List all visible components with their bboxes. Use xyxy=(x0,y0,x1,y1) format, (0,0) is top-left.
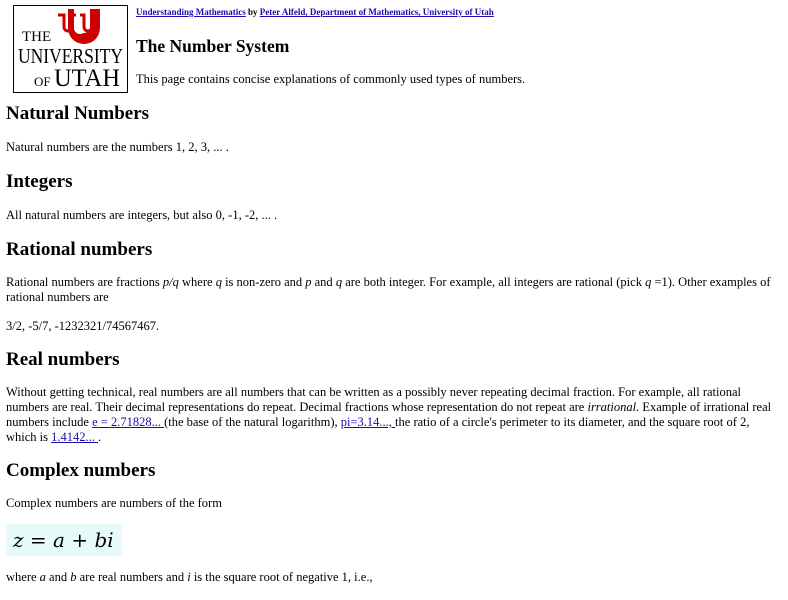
site-credit-line xyxy=(136,7,494,17)
svg-text:OF: OF xyxy=(34,74,51,89)
svg-text:UNIVERSITY: UNIVERSITY xyxy=(18,44,123,68)
page-header xyxy=(0,0,788,100)
natural-numbers-text: Natural numbers are the numbers 1, 2, 3, ... . xyxy=(6,140,229,154)
page-content xyxy=(6,103,782,585)
understanding-mathematics-link[interactable]: Understanding Mathematics xyxy=(136,7,246,17)
page-intro: This page contains concise explanations of commonly used types of numbers. xyxy=(136,72,526,86)
complex-explanation: where a and b are real numbers and i is the square root of negative 1, i.e., xyxy=(6,570,373,584)
complex-formula: z = a + bi xyxy=(6,524,122,556)
complex-formula-container xyxy=(6,524,782,556)
university-logo[interactable] xyxy=(13,5,128,93)
rational-examples: 3/2, -5/7, -1232321/74567467. xyxy=(6,319,160,333)
by-text: by xyxy=(245,7,260,17)
real-numbers-text: Without getting technical, real numbers are all numbers that can be written as a possibly never repeating decimal fraction. For example, all rational numbers are real. Their decimal representations do repeat. Decimal fractions whose representation do not repeat are irrational. Example of irrational real numbers include e = 2.71828... (the base of the natural logarithm), pi=3.14..., the ratio of a circle's perimeter to its diameter, and the square root of 2, which is 1.4142... . xyxy=(6,385,772,444)
complex-numbers-text: Complex numbers are numbers of the form xyxy=(6,496,222,510)
page-title: The Number System xyxy=(136,36,290,56)
integers-text: All natural numbers are integers, but also 0, -1, -2, ... . xyxy=(6,208,278,222)
author-link[interactable]: Peter Alfeld, Department of Mathematics, University of Utah xyxy=(259,7,494,17)
rational-numbers-text: Rational numbers are fractions p/q where q is non-zero and p and q are both integer. For example, all integers are rational (pick q =1). Other examples of rational numbers are xyxy=(6,275,771,304)
rational-numbers-heading: Rational numbers xyxy=(6,239,153,260)
university-of-utah-logo-icon xyxy=(14,6,127,92)
pi-link[interactable]: pi=3.14..., xyxy=(340,415,396,429)
svg-text:THE: THE xyxy=(22,29,52,45)
square-root-2-link[interactable]: 1.4142... xyxy=(51,430,99,444)
svg-text:UTAH: UTAH xyxy=(54,65,120,92)
integers-heading: Integers xyxy=(6,171,73,192)
natural-numbers-heading: Natural Numbers xyxy=(6,103,150,124)
e-constant-link[interactable]: e = 2.71828... xyxy=(92,415,165,429)
complex-numbers-heading: Complex numbers xyxy=(6,460,156,481)
real-numbers-heading: Real numbers xyxy=(6,349,120,370)
